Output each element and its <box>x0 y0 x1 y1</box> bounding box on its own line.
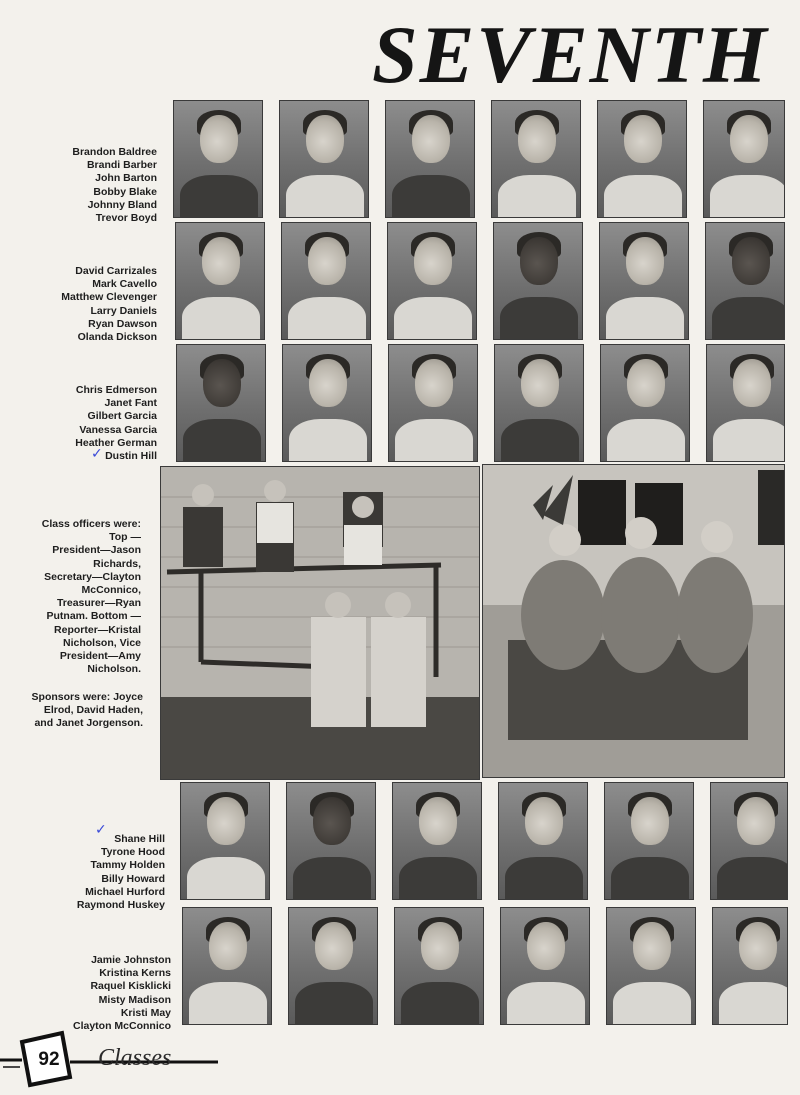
caption-line: President—Amy <box>59 650 141 663</box>
student-portrait <box>710 782 788 900</box>
name-list <box>14 954 171 1033</box>
student-portrait <box>597 100 687 218</box>
student-name: Tammy Holden <box>90 859 165 872</box>
student-name: Clayton McConnico <box>72 1020 171 1033</box>
student-portrait <box>388 344 478 462</box>
check-mark-icon: ✓ <box>91 446 103 462</box>
student-portrait <box>286 782 376 900</box>
student-portrait <box>493 222 583 340</box>
student-name: Brandon Baldree <box>72 146 157 158</box>
student-name: Olanda Dickson <box>77 331 157 344</box>
student-name: Jamie Johnston <box>91 954 171 966</box>
student-name: Janet Fant <box>104 397 157 410</box>
student-name: Brandi Barber <box>86 159 157 172</box>
student-name: Chris Edmerson <box>75 384 157 396</box>
student-name: Heather German <box>75 436 157 449</box>
student-portrait <box>706 344 785 462</box>
caption-line: Putnam. Bottom — <box>46 610 141 623</box>
student-name: Trevor Boyd <box>95 212 157 225</box>
name-list <box>0 384 157 463</box>
student-name: Raymond Huskey <box>76 899 165 912</box>
student-name: Kristi May <box>120 1006 171 1019</box>
student-portrait <box>281 222 371 340</box>
student-name: Shane Hill <box>114 833 165 845</box>
student-name: Gilbert Garcia <box>87 410 157 423</box>
caption-line: Reporter—Kristal <box>54 623 141 636</box>
student-portrait <box>288 907 378 1025</box>
student-portrait <box>385 100 475 218</box>
caption-line: Secretary—Clayton <box>44 570 141 583</box>
student-portrait <box>180 782 270 900</box>
caption-line: Richards, <box>93 557 141 570</box>
group-photo-graphic <box>483 465 785 778</box>
student-name: Vanessa Garcia <box>79 423 157 436</box>
caption-line: Treasurer—Ryan <box>56 597 141 610</box>
caption-line: Sponsors were: Joyce <box>31 691 143 703</box>
student-name: Mark Cavello <box>92 278 157 291</box>
student-portrait <box>712 907 788 1025</box>
student-name: Michael Hurford <box>85 885 165 898</box>
student-name: Dustin Hill <box>105 450 157 463</box>
student-portrait <box>604 782 694 900</box>
student-portrait <box>599 222 689 340</box>
student-portrait <box>282 344 372 462</box>
caption-line: and Janet Jorgenson. <box>34 717 143 730</box>
sponsors-caption <box>0 691 143 731</box>
caption-line: Class officers were: <box>41 518 141 530</box>
student-name: Kristina Kerns <box>99 967 171 980</box>
student-portrait <box>500 907 590 1025</box>
caption-line: Nicholson. <box>87 663 141 676</box>
check-mark-icon: ✓ <box>95 822 107 838</box>
student-portrait <box>705 222 785 340</box>
student-name: Larry Daniels <box>90 304 157 317</box>
caption-line: Elrod, David Haden, <box>43 704 143 717</box>
student-name: Matthew Clevenger <box>61 291 157 304</box>
name-list <box>0 265 157 344</box>
student-portrait <box>394 907 484 1025</box>
student-portrait <box>176 344 266 462</box>
student-name: Johnny Bland <box>87 198 157 211</box>
student-portrait <box>606 907 696 1025</box>
student-name: Bobby Blake <box>93 185 157 198</box>
student-portrait <box>173 100 263 218</box>
student-portrait <box>387 222 477 340</box>
student-portrait <box>494 344 584 462</box>
student-name: Raquel Kisklicki <box>90 980 171 993</box>
name-list <box>8 833 165 912</box>
student-portrait <box>703 100 785 218</box>
caption-line: Top — <box>109 531 141 544</box>
name-list <box>0 146 157 225</box>
section-label: Classes <box>98 1045 172 1071</box>
student-portrait <box>182 907 272 1025</box>
page-number: 92 <box>38 1049 60 1070</box>
student-name: Tyrone Hood <box>101 846 165 859</box>
student-portrait <box>491 100 581 218</box>
student-name: David Carrizales <box>75 265 157 277</box>
student-portrait <box>498 782 588 900</box>
student-portrait <box>392 782 482 900</box>
student-name: Billy Howard <box>101 872 165 885</box>
student-name: Misty Madison <box>98 993 171 1006</box>
student-name: Ryan Dawson <box>88 317 157 330</box>
officers-caption <box>0 518 141 676</box>
caption-line: Nicholson, Vice <box>63 636 141 649</box>
page-title: SEVENTH <box>372 10 769 100</box>
student-portrait <box>600 344 690 462</box>
sponsors-photo <box>482 464 785 778</box>
caption-line: McConnico, <box>81 584 141 597</box>
student-name: John Barton <box>95 172 157 185</box>
class-officers-photo <box>160 466 480 780</box>
caption-line: President—Jason <box>52 544 141 557</box>
student-portrait <box>175 222 265 340</box>
student-portrait <box>279 100 369 218</box>
group-photo-graphic <box>161 467 480 780</box>
